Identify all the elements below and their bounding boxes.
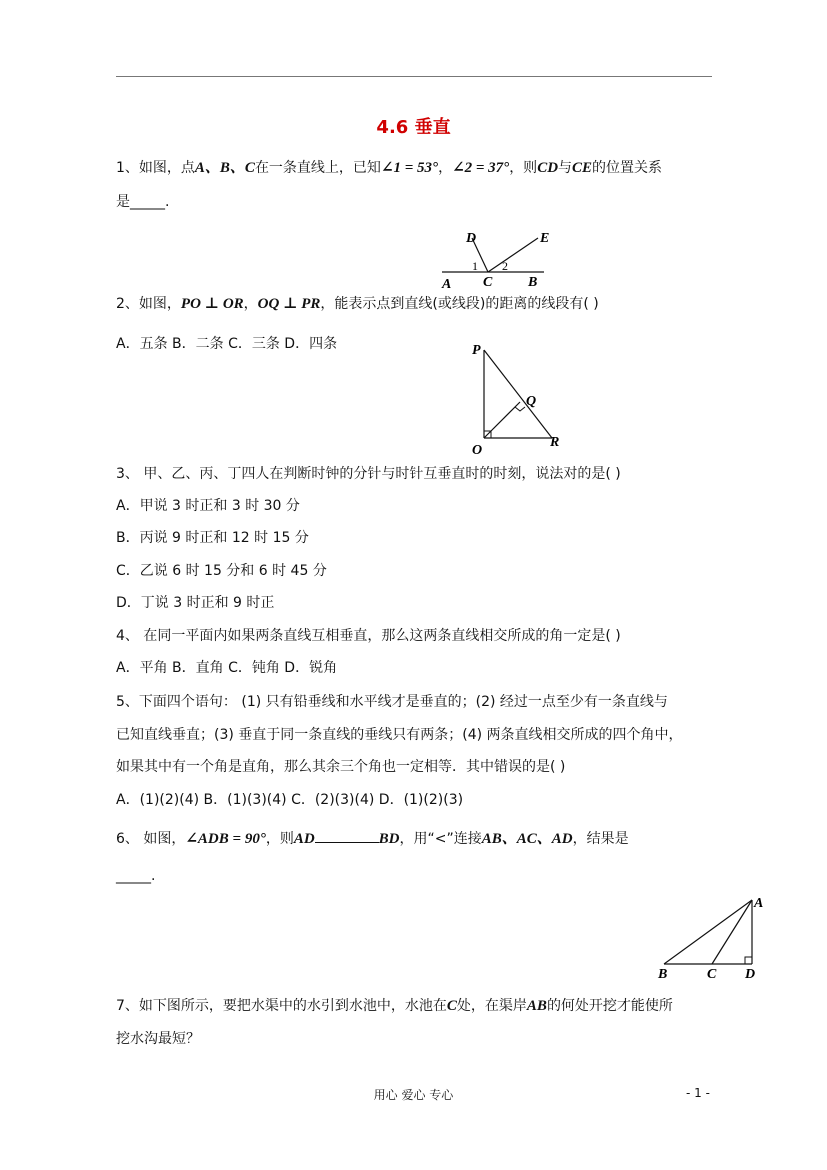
fig3-label-d: D (745, 967, 756, 982)
fig1-label-a: A (442, 277, 452, 292)
fig3-label-b: B (658, 967, 668, 982)
q6-rest: ，结果是 (572, 831, 629, 847)
q6-angle: ∠ADB = 90° (185, 831, 266, 847)
q1-comma: ， (438, 160, 453, 176)
fig3-label-c: C (707, 967, 717, 982)
q2-options: A．五条 B．二条 C．三条 D．四条 (116, 336, 338, 352)
q1-cd: CD (537, 160, 559, 176)
figure-1 (430, 224, 560, 294)
q2-cond-1: PO ⊥ OR (180, 296, 244, 312)
fig2-label-q: Q (526, 394, 537, 409)
q2-sep: ， (243, 296, 258, 312)
fig2-label-r: R (550, 435, 560, 450)
q1-then: ，则 (509, 160, 538, 176)
q6-then: ，则 (265, 831, 294, 847)
q5-options: A．(1)(2)(4) B．(1)(3)(4) C．(2)(3)(4) D．(1)(2)(3) (116, 792, 464, 808)
q1-and: 与 (558, 160, 573, 176)
q6-answer-blank[interactable] (315, 828, 379, 843)
question-6 (116, 828, 629, 849)
q1-mid: 在一条直线上，已知 (254, 160, 381, 176)
figure-2 (466, 340, 576, 460)
q2-rest: ，能表示点到直线(或线段)的距离的线段有( ) (320, 296, 599, 312)
q4-options: A．平角 B．直角 C．钝角 D．锐角 (116, 660, 338, 676)
question-2 (116, 294, 599, 314)
page-number: - 1 - (686, 1086, 710, 1100)
question-3: 3、 甲、乙、丙、丁四人在判断时钟的分针与时针互垂直时的时刻，说法对的是( ) (116, 466, 621, 482)
q3-option-d: D．丁说 3 时正和 9 时正 (116, 595, 275, 611)
fig1-label-e: E (540, 231, 550, 246)
question-4: 4、 在同一平面内如果两条直线互相垂直，那么这两条直线相交所成的角一定是( ) (116, 628, 621, 644)
fig3-label-a: A (754, 896, 764, 911)
question-7 (116, 996, 673, 1016)
footer-slogan: 用心 爱心 专心 (373, 1088, 454, 1102)
q2-cond-2: OQ ⊥ PR (257, 296, 321, 312)
q2-prefix: 2、如图， (116, 296, 181, 312)
q3-option-b: B．丙说 9 时正和 12 时 15 分 (116, 530, 309, 546)
q3-option-a: A．甲说 3 时正和 3 时 30 分 (116, 498, 300, 514)
q6-ad: AD (293, 831, 315, 847)
fig2-right-angle-q (515, 407, 525, 411)
fig2-side-pr (484, 350, 552, 438)
q7-ab: AB (526, 998, 547, 1014)
header-rule (116, 76, 712, 77)
q1-ce: CE (572, 160, 593, 176)
q1-line-2: 是_____. (116, 194, 170, 210)
q6-line-2: _____. (116, 868, 156, 884)
q1-points: A、B、C (194, 160, 255, 176)
q6-bd: BD (378, 831, 400, 847)
q1-rest: 的位置关系 (592, 160, 663, 176)
q7-rest: 的何处开挖才能使所 (546, 998, 673, 1014)
q1-angle-1: ∠1 = 53° (380, 160, 439, 176)
q7-c: C (446, 998, 457, 1014)
question-5-line-2: 已知直线垂直；(3) 垂直于同一条直线的垂线只有两条；(4) 两条直线相交所成的四个角中， (116, 727, 683, 743)
question-5-line-1: 5、下面四个语句： (1) 只有铅垂线和水平线才是垂直的；(2) 经过一点至少有一条直线与 (116, 694, 668, 710)
fig2-label-o: O (472, 443, 483, 458)
q6-prefix: 6、 如图， (116, 831, 186, 847)
q7-prefix: 7、如下图所示，要把水渠中的水引到水池中，水池在 (116, 998, 447, 1014)
q1-prefix: 1、如图，点 (116, 160, 195, 176)
q3-option-c: C．乙说 6 时 15 分和 6 时 45 分 (116, 563, 327, 579)
question-1 (116, 158, 662, 178)
q1-angle-2: ∠2 = 37° (452, 160, 510, 176)
page-title: 4.6 垂直 (376, 117, 451, 138)
q6-mid: ，用“<”连接 (399, 831, 482, 847)
figure-3 (652, 892, 772, 984)
fig3-side-ac (712, 900, 752, 964)
fig1-label-c: C (483, 275, 493, 290)
q7-line-2: 挖水沟最短？ (116, 1031, 200, 1047)
fig3-right-angle-d (745, 957, 752, 964)
fig1-label-1: 1 (472, 259, 478, 273)
fig1-label-d: D (466, 231, 477, 246)
fig1-label-b: B (528, 275, 538, 290)
fig1-ray-ce (488, 238, 538, 272)
question-5-line-3: 如果其中有一个角是直角，那么其余三个角也一定相等．其中错误的是( ) (116, 759, 566, 775)
fig2-label-p: P (472, 343, 481, 358)
fig2-segment-oq (484, 402, 520, 438)
fig3-side-ab (664, 900, 752, 964)
q6-list: AB、AC、AD (481, 831, 573, 847)
fig1-label-2: 2 (502, 259, 508, 273)
q7-mid: 处，在渠岸 (456, 998, 527, 1014)
